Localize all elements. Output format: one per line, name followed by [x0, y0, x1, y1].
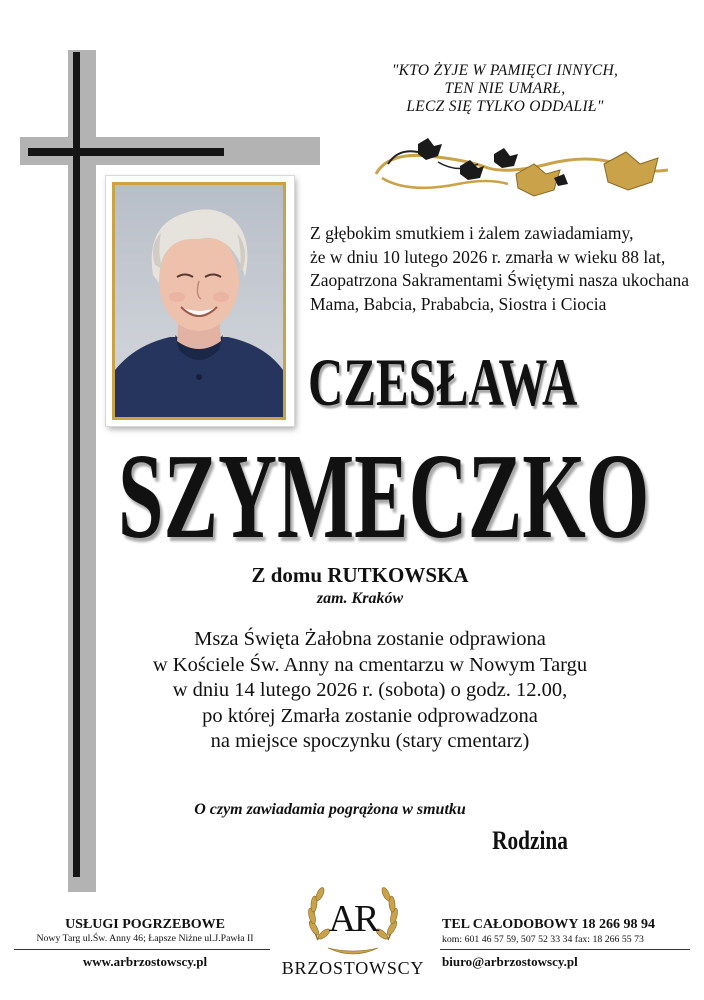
mass-line: w dniu 14 lutego 2026 r. (sobota) o godz. 12.00, [172, 679, 568, 701]
deceased-photo-frame [106, 176, 294, 426]
cross-icon [73, 52, 80, 877]
website-link[interactable]: www.arbrzostowscy.pl [82, 954, 208, 969]
funeral-mass-info [100, 627, 640, 755]
quote-line: "KTO ŻYJE W PAMIĘCI INNYCH, [391, 62, 619, 79]
quote-line: TEN NIE UMARŁ, [444, 80, 566, 97]
maiden-name: Z domu RUTKOWSKA [251, 563, 469, 587]
portrait-image [115, 185, 283, 417]
phone-24h: TEL CAŁODOBOWY 18 266 98 94 [442, 917, 656, 932]
deceased-photo [112, 182, 286, 420]
mass-line: na miejsce spoczynku (stary cmentarz) [210, 730, 530, 752]
footer-divider-left [14, 949, 270, 950]
intro-line: że w dniu 10 lutego 2026 r. zmarła w wieku 88 lat, [310, 246, 666, 267]
deceased-last-name: SZYMECZKO [118, 429, 650, 564]
funeral-services-address: Nowy Targ ul.Św. Anny 46; Łapsze Niżne ul.J.Pawła II [36, 933, 254, 944]
ivy-ornament-icon [368, 134, 684, 212]
mass-line: Msza Święta Żałobna zostanie odprawiona [194, 628, 546, 650]
announcement-intro [310, 222, 689, 316]
memorial-quote [345, 62, 665, 116]
intro-line: Zaopatrzona Sakramentami Świętymi nasza ukochana [310, 270, 690, 290]
mass-line: w Kościele Św. Anny na cmentarzu w Nowym Targu [152, 653, 588, 676]
intro-line: Z głębokim smutkiem i żalem zawiadamiamy, [310, 223, 634, 243]
deceased-first-name: CZESŁAWA [308, 344, 578, 420]
mass-line: po której Zmarła zostanie odprowadzona [202, 704, 538, 727]
residence: zam. Kraków [316, 590, 404, 607]
closing-text: O czym zawiadamia pogrążona w smutku [194, 801, 466, 818]
logo-name: BRZOSTOWSCY [281, 958, 425, 978]
logo-monogram: AR [328, 898, 378, 940]
intro-line: Mama, Babcia, Prababcia, Siostra i Ciocia [310, 293, 607, 314]
footer-divider-right [440, 949, 690, 950]
cross-icon-bar [28, 148, 224, 156]
email-link[interactable]: biuro@arbrzostowscy.pl [442, 954, 578, 969]
family-signature: Rodzina [492, 826, 568, 855]
funeral-services-title: USŁUGI POGRZEBOWE [65, 917, 225, 932]
quote-line: LECZ SIĘ TYLKO ODDALIŁ" [406, 98, 604, 115]
phone-numbers: kom: 601 46 57 59, 507 52 33 34 fax: 18 266 55 73 [442, 934, 644, 945]
